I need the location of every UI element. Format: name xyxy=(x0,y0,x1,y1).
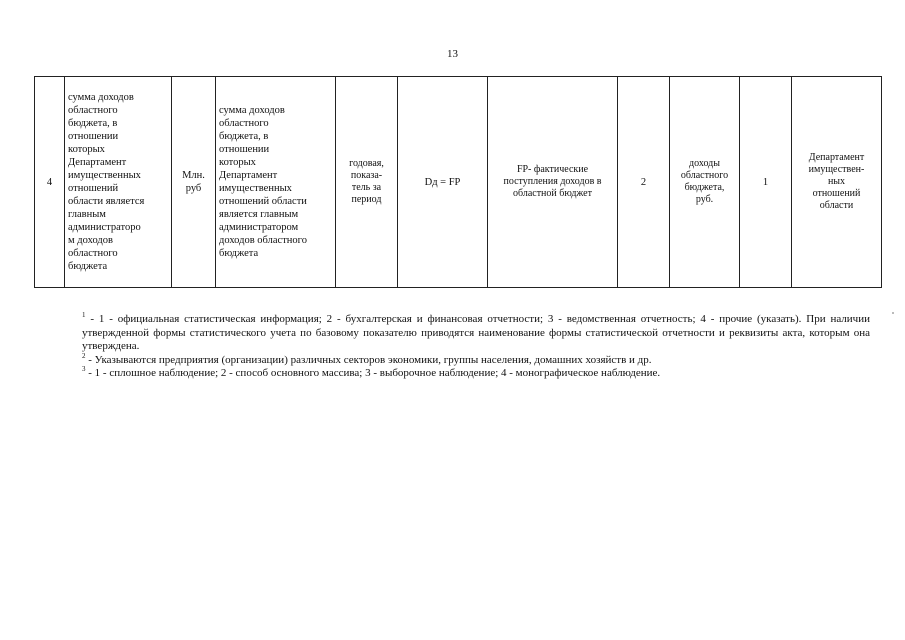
indicator-table xyxy=(34,76,882,288)
unit: Млн. руб xyxy=(182,170,205,194)
footnote-marker: 1 xyxy=(82,311,86,319)
method-code: 1 xyxy=(762,176,769,188)
method-code-cell xyxy=(740,77,792,288)
table-row xyxy=(35,77,882,288)
period-cell xyxy=(336,77,398,288)
base-indicator: доходы областного бюджета, руб. xyxy=(680,158,729,205)
unit-cell xyxy=(172,77,216,288)
source-code: 2 xyxy=(640,176,647,188)
indicator-name-cell xyxy=(65,77,172,288)
responsible: Департамент имуществен- ных отношений области xyxy=(808,152,865,211)
footnote-marker: 3 xyxy=(82,365,86,373)
variables: FP- фактические поступления доходов в областной бюджет xyxy=(503,164,602,199)
period: годовая, показа- тель за период xyxy=(349,158,384,205)
indicator-name: сумма доходов областного бюджета, в отношении которых Департамент имущественных отношений области является главным администраторо м доходов областного бюджета xyxy=(68,92,145,272)
row-number: 4 xyxy=(46,176,53,188)
definition: сумма доходов областного бюджета, в отношении которых Департамент имущественных отношений области является главным администратором доходов областного бюджета xyxy=(219,105,307,259)
definition-cell xyxy=(216,77,336,288)
scan-speck xyxy=(892,312,894,314)
formula: Dд = FP xyxy=(424,176,461,188)
variables-cell xyxy=(488,77,618,288)
footnote xyxy=(82,367,870,381)
responsible-cell xyxy=(792,77,882,288)
footnote-text: - 1 - сплошное наблюдение; 2 - способ основного массива; 3 - выборочное наблюдение; 4 - монографическое наблюдение. xyxy=(85,367,661,379)
footnote-text: - 1 - официальная статистическая информация; 2 - бухгалтерская и финансовая отчетности; 3 - ведомственная отчетность; 4 - прочие (указать). При наличии утвержденной формы статистического учета по базовому показателю приводятся наименование формы статистической отчетности и реквизиты акта, которым она утверждена. xyxy=(82,313,870,352)
formula-cell xyxy=(398,77,488,288)
base-indicator-cell xyxy=(670,77,740,288)
footnote-text: - Указываются предприятия (организации) различных секторов экономики, группы населения, домашних хозяйств и др. xyxy=(85,353,652,366)
footnotes xyxy=(82,313,870,381)
source-code-cell xyxy=(618,77,670,288)
page-number: 13 xyxy=(447,48,458,60)
footnote xyxy=(82,313,870,354)
footnote xyxy=(82,351,870,368)
footnote-marker: 2 xyxy=(82,351,86,360)
row-number-cell xyxy=(35,77,65,288)
